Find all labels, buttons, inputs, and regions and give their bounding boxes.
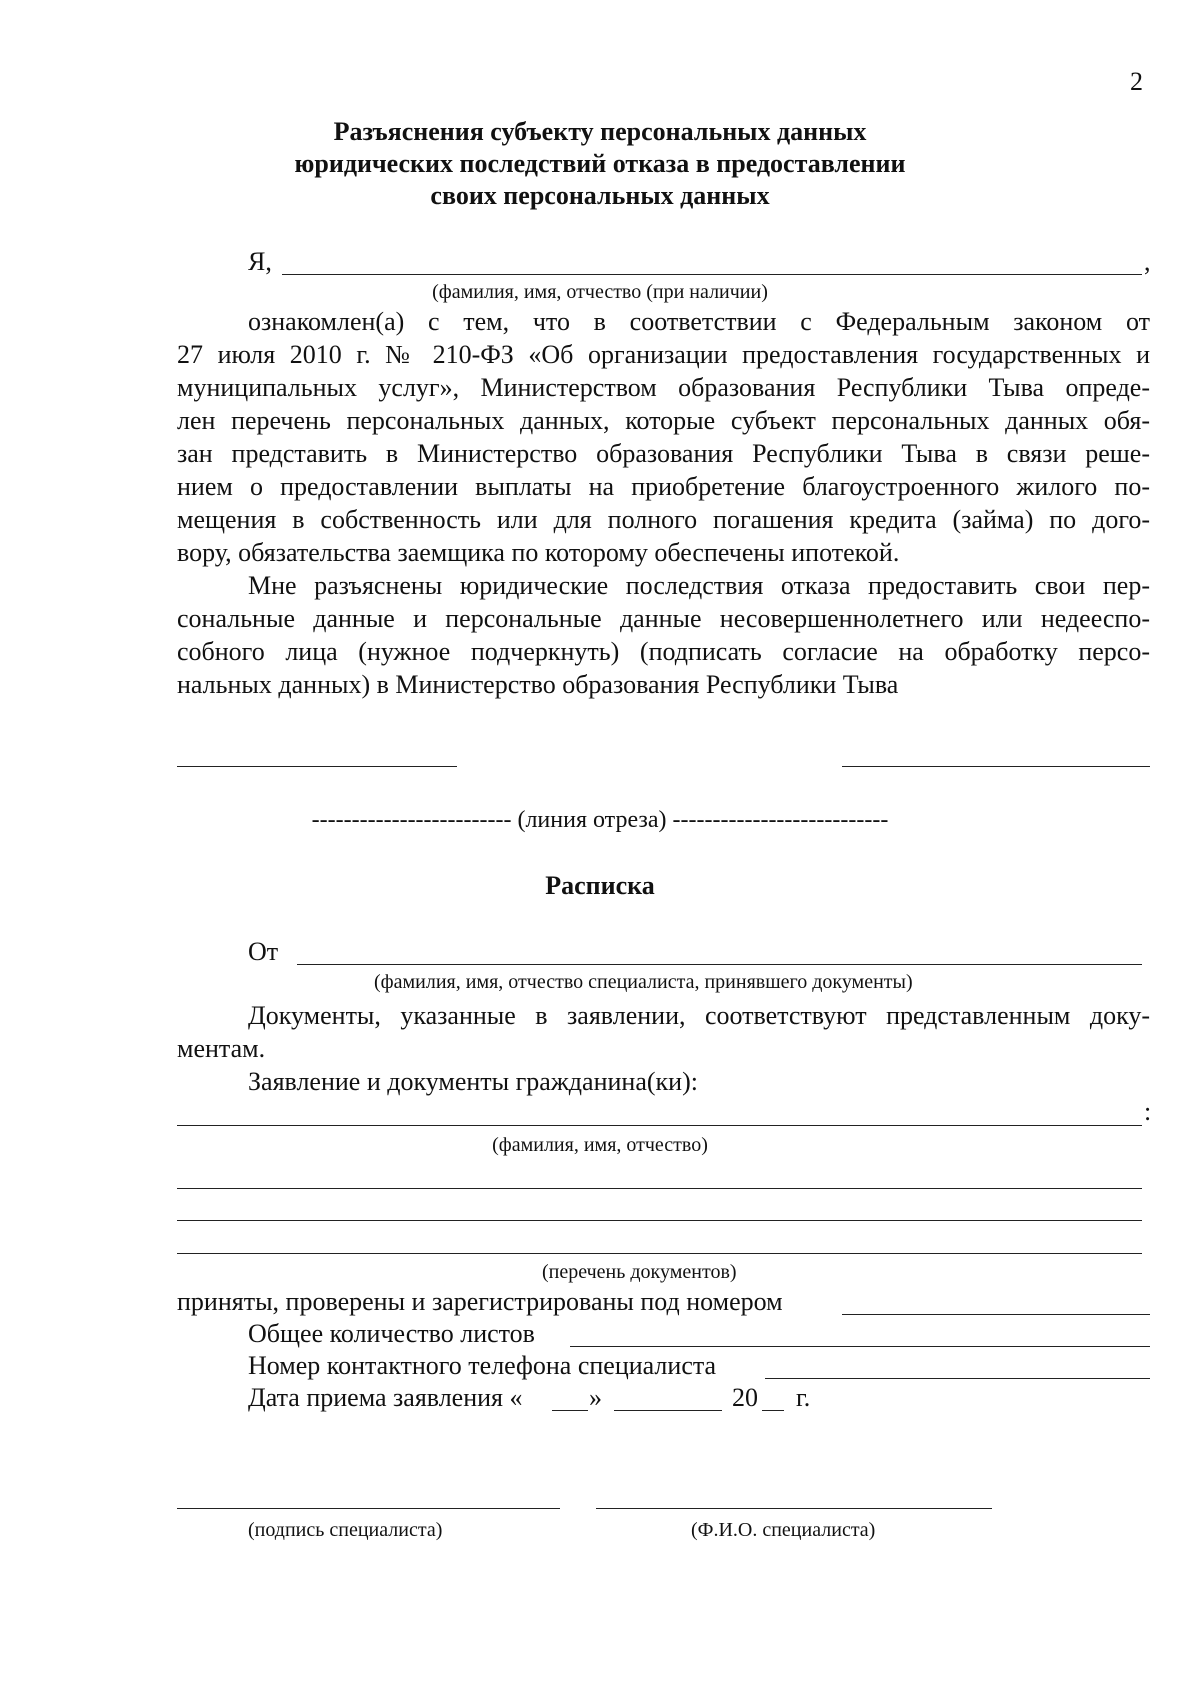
doc-title-line-3: своих персональных данных [430, 181, 770, 210]
date-year-prefix: 20 [732, 1383, 758, 1412]
phone-line[interactable] [765, 1378, 1150, 1379]
registration-number-line[interactable] [842, 1314, 1150, 1315]
specialist-caption: (фамилия, имя, отчество специалиста, принявшего документы) [374, 971, 913, 993]
phone-label: Номер контактного телефона специалиста [248, 1351, 717, 1380]
paragraph1-line-7: мещения в собственность или для полного погашения кредита (займа) по дого- [177, 505, 1150, 534]
receipt-title: Расписка [545, 871, 655, 900]
ya-label: Я, [248, 247, 272, 276]
application-label: Заявление и документы гражданина(ки): [248, 1067, 698, 1096]
sheets-count-line[interactable] [570, 1346, 1150, 1347]
fio-comma: , [1144, 247, 1151, 276]
fio-caption: (фамилия, имя, отчество (при наличии) [432, 281, 768, 303]
paragraph2-line-4: нальных данных) в Министерство образования Республики Тыва [177, 670, 899, 699]
specialist-signature-line[interactable] [177, 1508, 560, 1509]
paragraph1-line-4: лен перечень персональных данных, которые субъект персональных данных обя- [177, 406, 1150, 435]
paragraph2-line-2: сональные данные и персональные данные несовершеннолетнего или недееспо- [177, 604, 1150, 633]
paragraph1-line-2: 27 июля 2010 г. № 210-ФЗ «Об организации предоставления государственных и [177, 340, 1150, 369]
citizen-colon: : [1144, 1097, 1152, 1126]
from-label: От [248, 937, 279, 966]
sheets-label: Общее количество листов [248, 1319, 535, 1348]
date-suffix: г. [796, 1383, 811, 1412]
cut-line: ------------------------- (линия отреза) --------------------------- [311, 807, 889, 833]
doclist-line-2[interactable] [177, 1220, 1142, 1221]
doc-title-line-1: Разъяснения субъекту персональных данных [333, 117, 867, 146]
paragraph1-line-6: нием о предоставлении выплаты на приобретение благоустроенного жилого по- [177, 472, 1150, 501]
subject-name-line[interactable] [842, 766, 1150, 767]
doclist-caption: (перечень документов) [542, 1261, 737, 1283]
date-month-line[interactable] [614, 1410, 722, 1411]
paragraph1-line-8: вору, обязательства заемщика по которому обеспечены ипотекой. [177, 538, 900, 567]
subject-signature-line[interactable] [177, 766, 457, 767]
docs-line-1: Документы, указанные в заявлении, соответствуют представленным доку- [248, 1001, 1150, 1030]
date-year-line[interactable] [762, 1410, 784, 1411]
paragraph1-line-1: ознакомлен(а) с тем, что в соответствии с Федеральным законом от [248, 307, 1150, 336]
paragraph1-line-5: зан представить в Министерство образования Республики Тыва в связи реше- [177, 439, 1150, 468]
date-prefix: Дата приема заявления « [248, 1383, 523, 1412]
registered-label: приняты, проверены и зарегистрированы под номером [177, 1287, 783, 1316]
paragraph1-line-3: муниципальных услуг», Министерством образования Республики Тыва опреде- [177, 373, 1150, 402]
signature-caption: (подпись специалиста) [248, 1519, 443, 1541]
citizen-fill-line[interactable] [177, 1125, 1142, 1126]
paragraph2-line-3: собного лица (нужное подчеркнуть) (подписать согласие на обработку персо- [177, 637, 1150, 666]
page-number: 2 [1130, 67, 1143, 96]
doc-title-line-2: юридических последствий отказа в предоставлении [294, 149, 906, 178]
specialist-fill-line[interactable] [297, 964, 1142, 965]
docs-line-2: ментам. [177, 1034, 266, 1063]
date-day-line[interactable] [552, 1410, 588, 1411]
paragraph2-line-1: Мне разъяснены юридические последствия отказа предоставить свои пер- [248, 571, 1150, 600]
citizen-caption: (фамилия, имя, отчество) [492, 1134, 708, 1156]
fio-fill-line[interactable] [282, 274, 1142, 275]
doclist-line-1[interactable] [177, 1188, 1142, 1189]
specialist-fio-line[interactable] [596, 1508, 992, 1509]
date-close-quote: » [589, 1383, 602, 1412]
fio-specialist-caption: (Ф.И.О. специалиста) [691, 1519, 876, 1541]
doclist-line-3[interactable] [177, 1253, 1142, 1254]
